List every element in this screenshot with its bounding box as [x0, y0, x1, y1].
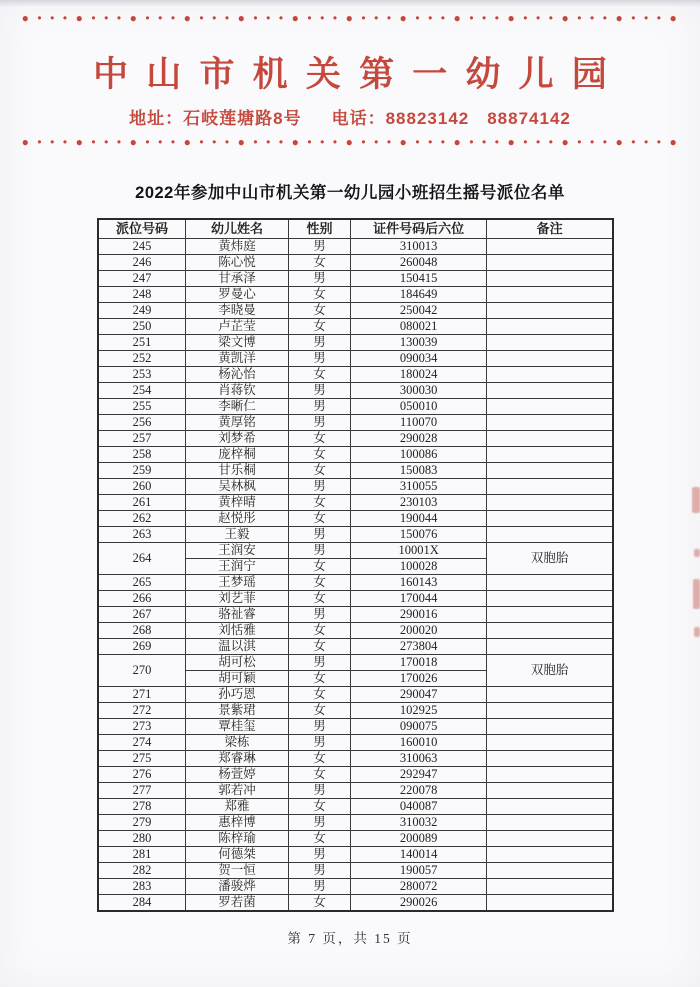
cell-id-last6: 110070	[350, 414, 486, 430]
cell-child-name: 覃桂玺	[186, 718, 289, 734]
cell-id-last6: 150076	[350, 526, 486, 542]
cell-gender: 女	[289, 670, 351, 686]
cell-child-name: 赵悦彤	[186, 510, 289, 526]
table-row	[98, 478, 613, 494]
phone-text: 电话：88823142 88874142	[331, 108, 571, 128]
table-row	[98, 574, 613, 590]
column-header: 幼儿姓名	[186, 219, 289, 239]
cell-lot-number: 260	[98, 478, 186, 494]
cell-remark	[487, 574, 613, 590]
table-row	[98, 270, 613, 286]
table-row	[98, 606, 613, 622]
cell-child-name: 陈梓瑜	[186, 830, 289, 846]
cell-id-last6: 190044	[350, 510, 486, 526]
table-row	[98, 894, 613, 911]
cell-remark	[487, 366, 613, 382]
cell-lot-number: 255	[98, 398, 186, 414]
cell-child-name: 何德桀	[186, 846, 289, 862]
table-row	[98, 350, 613, 366]
table-row	[98, 334, 613, 350]
cell-id-last6: 10001X	[350, 542, 486, 558]
cell-lot-number: 280	[98, 830, 186, 846]
cell-lot-number: 262	[98, 510, 186, 526]
cell-gender: 男	[289, 478, 351, 494]
table-row	[98, 446, 613, 462]
cell-remark	[487, 238, 613, 254]
cell-id-last6: 273804	[350, 638, 486, 654]
column-header: 派位号码	[98, 219, 186, 239]
cell-lot-number: 251	[98, 334, 186, 350]
cell-gender: 男	[289, 814, 351, 830]
table-row	[98, 238, 613, 254]
table-row	[98, 750, 613, 766]
column-header: 证件号码后六位	[350, 219, 486, 239]
cell-lot-number: 245	[98, 238, 186, 254]
table-row	[98, 398, 613, 414]
table-row	[98, 846, 613, 862]
cell-gender: 女	[289, 462, 351, 478]
table-row	[98, 510, 613, 526]
cell-child-name: 陈心悦	[186, 254, 289, 270]
cell-child-name: 郭若冲	[186, 782, 289, 798]
cell-id-last6: 180024	[350, 366, 486, 382]
cell-gender: 男	[289, 718, 351, 734]
cell-child-name: 骆祉睿	[186, 606, 289, 622]
cell-id-last6: 100086	[350, 446, 486, 462]
cell-remark	[487, 798, 613, 814]
cell-remark	[487, 862, 613, 878]
cell-remark	[487, 846, 613, 862]
cell-lot-number: 283	[98, 878, 186, 894]
cell-gender: 女	[289, 686, 351, 702]
cell-remark	[487, 270, 613, 286]
cell-lot-number: 249	[98, 302, 186, 318]
cell-id-last6: 184649	[350, 286, 486, 302]
cell-gender: 女	[289, 638, 351, 654]
cell-gender: 男	[289, 398, 351, 414]
cell-gender: 男	[289, 862, 351, 878]
cell-lot-number: 254	[98, 382, 186, 398]
cell-child-name: 刘恬雅	[186, 622, 289, 638]
cell-remark	[487, 446, 613, 462]
cell-id-last6: 250042	[350, 302, 486, 318]
cell-remark	[487, 814, 613, 830]
table-row	[98, 734, 613, 750]
table-row	[98, 414, 613, 430]
cell-remark	[487, 430, 613, 446]
cell-remark	[487, 526, 613, 542]
cell-lot-number: 273	[98, 718, 186, 734]
table-row	[98, 366, 613, 382]
cell-remark	[487, 782, 613, 798]
table-row	[98, 526, 613, 542]
cell-child-name: 罗若菌	[186, 894, 289, 911]
cell-child-name: 甘乐桐	[186, 462, 289, 478]
cell-lot-number: 261	[98, 494, 186, 510]
cell-gender: 女	[289, 366, 351, 382]
cell-id-last6: 310055	[350, 478, 486, 494]
cell-child-name: 孙巧恩	[186, 686, 289, 702]
table-row	[98, 318, 613, 334]
cell-id-last6: 150415	[350, 270, 486, 286]
cell-remark	[487, 414, 613, 430]
cell-gender: 女	[289, 702, 351, 718]
cell-lot-number: 276	[98, 766, 186, 782]
cell-remark: 双胞胎	[487, 542, 613, 574]
column-header: 备注	[487, 219, 613, 239]
cell-lot-number: 270	[98, 654, 186, 686]
table-row	[98, 590, 613, 606]
cell-remark: 双胞胎	[487, 654, 613, 686]
page-number-footer: 第 7 页，共 15 页	[287, 931, 413, 946]
table-row	[98, 830, 613, 846]
cell-gender: 女	[289, 318, 351, 334]
cell-lot-number: 257	[98, 430, 186, 446]
cell-id-last6: 290047	[350, 686, 486, 702]
cell-id-last6: 260048	[350, 254, 486, 270]
cell-gender: 男	[289, 782, 351, 798]
table-row	[98, 654, 613, 670]
table-row	[98, 718, 613, 734]
cell-id-last6: 050010	[350, 398, 486, 414]
table-row	[98, 686, 613, 702]
cell-id-last6: 290028	[350, 430, 486, 446]
cell-gender: 男	[289, 526, 351, 542]
cell-remark	[487, 398, 613, 414]
cell-child-name: 黄凯洋	[186, 350, 289, 366]
cell-id-last6: 100028	[350, 558, 486, 574]
cell-gender: 女	[289, 254, 351, 270]
cell-gender: 男	[289, 350, 351, 366]
cell-child-name: 黄梓晴	[186, 494, 289, 510]
cell-gender: 女	[289, 510, 351, 526]
cell-lot-number: 277	[98, 782, 186, 798]
cell-remark	[487, 702, 613, 718]
cell-child-name: 温以淇	[186, 638, 289, 654]
cell-lot-number: 265	[98, 574, 186, 590]
cell-lot-number: 282	[98, 862, 186, 878]
cell-gender: 男	[289, 846, 351, 862]
cell-id-last6: 200089	[350, 830, 486, 846]
cell-child-name: 梁栋	[186, 734, 289, 750]
table-row	[98, 702, 613, 718]
table-row	[98, 462, 613, 478]
cell-child-name: 惠梓博	[186, 814, 289, 830]
cell-gender: 男	[289, 878, 351, 894]
cell-remark	[487, 718, 613, 734]
contact-line	[0, 104, 700, 129]
cell-lot-number: 259	[98, 462, 186, 478]
table-row	[98, 878, 613, 894]
cell-id-last6: 140014	[350, 846, 486, 862]
cell-child-name: 吴林枫	[186, 478, 289, 494]
cell-remark	[487, 510, 613, 526]
cell-child-name: 杨萱婷	[186, 766, 289, 782]
cell-id-last6: 300030	[350, 382, 486, 398]
dotted-divider-bottom: ● • • • ● • • • ● • • • ● • • • ● • • • ● • • • ● • • • ● • • • ● • • • ● • • • ● • • • ● • • • ●	[21, 135, 679, 148]
cell-lot-number: 263	[98, 526, 186, 542]
cell-lot-number: 256	[98, 414, 186, 430]
cell-remark	[487, 478, 613, 494]
cell-id-last6: 310013	[350, 238, 486, 254]
table-row	[98, 798, 613, 814]
column-header: 性别	[289, 219, 351, 239]
cell-id-last6: 150083	[350, 462, 486, 478]
cell-id-last6: 090034	[350, 350, 486, 366]
table-row	[98, 302, 613, 318]
cell-remark	[487, 334, 613, 350]
cell-gender: 男	[289, 606, 351, 622]
cell-id-last6: 290026	[350, 894, 486, 911]
cell-lot-number: 252	[98, 350, 186, 366]
cell-child-name: 景紫珺	[186, 702, 289, 718]
table-row	[98, 814, 613, 830]
cell-remark	[487, 462, 613, 478]
cell-gender: 女	[289, 558, 351, 574]
cell-child-name: 胡可颖	[186, 670, 289, 686]
cell-lot-number: 247	[98, 270, 186, 286]
cell-child-name: 李晓曼	[186, 302, 289, 318]
cell-id-last6: 220078	[350, 782, 486, 798]
cell-remark	[487, 318, 613, 334]
dotted-divider-top: ● • • • ● • • • ● • • • ● • • • ● • • • ● • • • ● • • • ● • • • ● • • • ● • • • ● • • • ● • • • ●	[21, 12, 679, 24]
cell-child-name: 罗曼心	[186, 286, 289, 302]
cell-gender: 男	[289, 382, 351, 398]
cell-lot-number: 274	[98, 734, 186, 750]
cell-child-name: 王毅	[186, 526, 289, 542]
cell-remark	[487, 382, 613, 398]
cell-lot-number: 284	[98, 894, 186, 911]
cell-gender: 男	[289, 654, 351, 670]
cell-gender: 女	[289, 494, 351, 510]
cell-gender: 男	[289, 734, 351, 750]
cell-remark	[487, 286, 613, 302]
cell-child-name: 刘艺菲	[186, 590, 289, 606]
lottery-roster-table	[97, 218, 614, 912]
cell-lot-number: 264	[98, 542, 186, 574]
cell-gender: 男	[289, 238, 351, 254]
cell-lot-number: 269	[98, 638, 186, 654]
cell-id-last6: 130039	[350, 334, 486, 350]
cell-remark	[487, 686, 613, 702]
table-row	[98, 782, 613, 798]
cell-id-last6: 200020	[350, 622, 486, 638]
cell-id-last6: 170044	[350, 590, 486, 606]
cell-remark	[487, 590, 613, 606]
cell-gender: 女	[289, 830, 351, 846]
cell-gender: 女	[289, 894, 351, 911]
school-name-title: 中山市机关第一幼儿园	[93, 55, 626, 94]
cell-child-name: 杨沁怡	[186, 366, 289, 382]
cell-gender: 女	[289, 286, 351, 302]
cell-gender: 男	[289, 270, 351, 286]
cell-child-name: 甘承泽	[186, 270, 289, 286]
cell-child-name: 庞梓桐	[186, 446, 289, 462]
cell-gender: 女	[289, 750, 351, 766]
table-row	[98, 766, 613, 782]
table-row	[98, 622, 613, 638]
cell-remark	[487, 254, 613, 270]
cell-gender: 女	[289, 798, 351, 814]
cell-id-last6: 310063	[350, 750, 486, 766]
cell-lot-number: 275	[98, 750, 186, 766]
cell-id-last6: 292947	[350, 766, 486, 782]
cell-child-name: 卢芷莹	[186, 318, 289, 334]
cell-child-name: 潘骏烨	[186, 878, 289, 894]
address-text: 地址：石岐莲塘路8号	[129, 108, 302, 128]
table-row	[98, 430, 613, 446]
table-row	[98, 286, 613, 302]
cell-child-name: 郑睿琳	[186, 750, 289, 766]
cell-remark	[487, 750, 613, 766]
cell-lot-number: 278	[98, 798, 186, 814]
cell-gender: 女	[289, 302, 351, 318]
cell-lot-number: 268	[98, 622, 186, 638]
cell-lot-number: 248	[98, 286, 186, 302]
table-row	[98, 542, 613, 558]
cell-lot-number: 258	[98, 446, 186, 462]
cell-id-last6: 102925	[350, 702, 486, 718]
document-title: 2022年参加中山市机关第一幼儿园小班招生摇号派位名单	[135, 183, 565, 202]
cell-remark	[487, 894, 613, 911]
cell-gender: 男	[289, 542, 351, 558]
cell-id-last6: 230103	[350, 494, 486, 510]
cell-gender: 女	[289, 622, 351, 638]
cell-remark	[487, 734, 613, 750]
cell-lot-number: 246	[98, 254, 186, 270]
cell-id-last6: 160143	[350, 574, 486, 590]
cell-child-name: 刘梦希	[186, 430, 289, 446]
cell-remark	[487, 766, 613, 782]
cell-gender: 女	[289, 766, 351, 782]
cell-child-name: 贺一恒	[186, 862, 289, 878]
cell-id-last6: 090075	[350, 718, 486, 734]
cell-remark	[487, 494, 613, 510]
cell-lot-number: 271	[98, 686, 186, 702]
cell-id-last6: 160010	[350, 734, 486, 750]
cell-id-last6: 080021	[350, 318, 486, 334]
cell-remark	[487, 350, 613, 366]
table-row	[98, 254, 613, 270]
cell-gender: 女	[289, 574, 351, 590]
cell-id-last6: 170018	[350, 654, 486, 670]
cell-remark	[487, 302, 613, 318]
cell-gender: 男	[289, 334, 351, 350]
cell-child-name: 胡可松	[186, 654, 289, 670]
cell-remark	[487, 638, 613, 654]
cell-child-name: 肖蒋钦	[186, 382, 289, 398]
table-header-row	[98, 219, 613, 239]
cell-gender: 女	[289, 446, 351, 462]
cell-child-name: 郑雅	[186, 798, 289, 814]
cell-id-last6: 040087	[350, 798, 486, 814]
cell-lot-number: 281	[98, 846, 186, 862]
cell-lot-number: 279	[98, 814, 186, 830]
cell-gender: 女	[289, 590, 351, 606]
cell-gender: 男	[289, 414, 351, 430]
cell-lot-number: 253	[98, 366, 186, 382]
cell-remark	[487, 878, 613, 894]
cell-child-name: 王润宁	[186, 558, 289, 574]
cell-lot-number: 266	[98, 590, 186, 606]
cell-lot-number: 250	[98, 318, 186, 334]
cell-gender: 女	[289, 430, 351, 446]
cell-child-name: 黄厚铭	[186, 414, 289, 430]
cell-id-last6: 190057	[350, 862, 486, 878]
cell-lot-number: 272	[98, 702, 186, 718]
cell-id-last6: 170026	[350, 670, 486, 686]
cell-child-name: 王润安	[186, 542, 289, 558]
cell-id-last6: 290016	[350, 606, 486, 622]
cell-remark	[487, 606, 613, 622]
cell-remark	[487, 830, 613, 846]
cell-child-name: 黄炜庭	[186, 238, 289, 254]
cell-child-name: 梁文博	[186, 334, 289, 350]
cell-child-name: 李晰仁	[186, 398, 289, 414]
cell-id-last6: 280072	[350, 878, 486, 894]
cell-child-name: 王梦瑶	[186, 574, 289, 590]
cell-lot-number: 267	[98, 606, 186, 622]
table-row	[98, 862, 613, 878]
table-row	[98, 494, 613, 510]
table-row	[98, 638, 613, 654]
cell-remark	[487, 622, 613, 638]
cell-id-last6: 310032	[350, 814, 486, 830]
table-row	[98, 382, 613, 398]
ink-bleed-marks	[691, 487, 700, 637]
